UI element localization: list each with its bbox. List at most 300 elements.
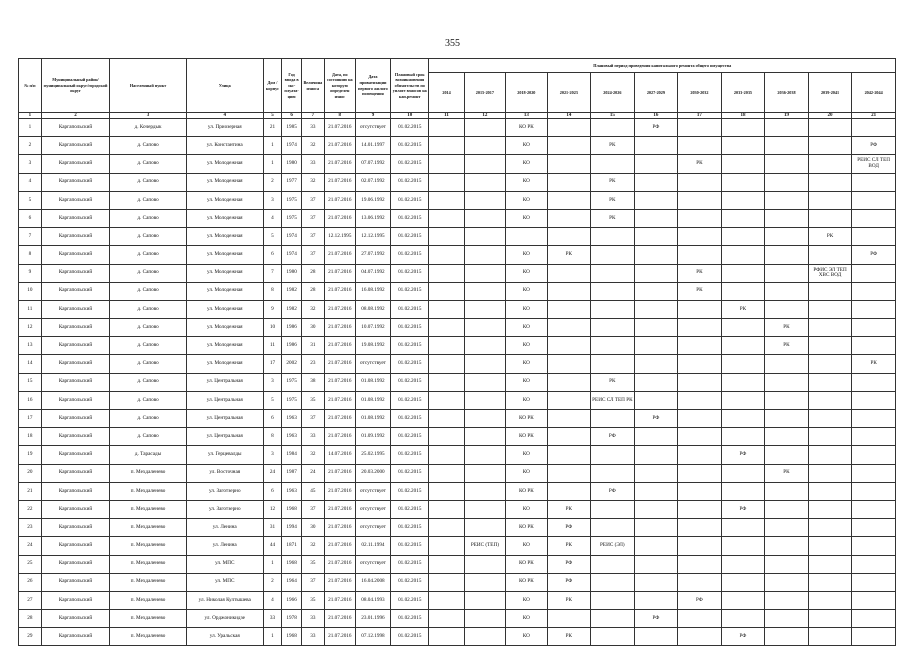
house-cell: 6 [263, 482, 282, 500]
table-row [19, 391, 896, 409]
district-cell: Каргапольский [41, 410, 109, 428]
table-row [19, 173, 896, 191]
settlement-cell: п. Мехдаленево [110, 537, 187, 555]
period-cell [429, 573, 464, 591]
year-cell: 1980 [282, 264, 302, 282]
wear-cell: 33 [301, 119, 324, 137]
year-cell: 1966 [282, 591, 302, 609]
period-cell [634, 337, 678, 355]
period-cell [634, 228, 678, 246]
wear-cell: 32 [301, 300, 324, 318]
header-period: 2021-2023 [547, 73, 591, 113]
period-cell [721, 319, 765, 337]
period-cell [721, 573, 765, 591]
period-cell: РЕИС (ТЕП) [464, 537, 505, 555]
period-cell [591, 573, 635, 591]
wear-date-cell: 21.07.2016 [324, 373, 355, 391]
row-number: 6 [19, 209, 42, 227]
period-cell [808, 173, 852, 191]
district-cell: Каргапольский [41, 355, 109, 373]
deadline-cell: 01.02.2015 [391, 500, 429, 518]
period-cell [591, 319, 635, 337]
table-row [19, 337, 896, 355]
column-number: 5 [263, 113, 282, 119]
period-cell: КО РК [506, 428, 547, 446]
row-number: 22 [19, 500, 42, 518]
wear-date-cell: 21.07.2016 [324, 191, 355, 209]
period-cell [547, 391, 591, 409]
settlement-cell: п. Мехдаленево [110, 555, 187, 573]
table-row [19, 519, 896, 537]
period-cell [547, 373, 591, 391]
period-cell [721, 537, 765, 555]
district-cell: Каргапольский [41, 500, 109, 518]
register-body [19, 119, 896, 646]
period-cell: КО РК [506, 519, 547, 537]
period-cell: РК [808, 228, 852, 246]
row-number: 28 [19, 610, 42, 628]
period-cell [852, 228, 896, 246]
period-cell: РК [678, 155, 722, 173]
period-cell [678, 610, 722, 628]
header-period: 2018-2020 [506, 73, 547, 113]
row-number: 3 [19, 155, 42, 173]
period-cell [634, 246, 678, 264]
period-cell [547, 446, 591, 464]
period-cell [678, 519, 722, 537]
period-cell: РЕИС СЛ ТЕП РК [591, 391, 635, 409]
period-cell [634, 264, 678, 282]
period-cell: РЕИС СЛ ТЕП ВОД [852, 155, 896, 173]
period-cell [721, 137, 765, 155]
house-cell: 3 [263, 191, 282, 209]
period-cell [721, 119, 765, 137]
period-cell [678, 410, 722, 428]
period-cell [721, 155, 765, 173]
period-cell: РК [721, 300, 765, 318]
year-cell: 1974 [282, 246, 302, 264]
year-cell: 1994 [282, 519, 302, 537]
row-number: 20 [19, 464, 42, 482]
deadline-cell: 01.02.2015 [391, 246, 429, 264]
period-cell: КО [506, 500, 547, 518]
privatization-cell: 01.09.1992 [355, 428, 390, 446]
period-cell: КО [506, 537, 547, 555]
period-cell [808, 519, 852, 537]
settlement-cell: п. Мехдаленево [110, 464, 187, 482]
year-cell: 1968 [282, 555, 302, 573]
deadline-cell: 01.02.2015 [391, 209, 429, 227]
house-cell: 7 [263, 264, 282, 282]
wear-cell: 30 [301, 319, 324, 337]
district-cell: Каргапольский [41, 137, 109, 155]
period-cell [464, 610, 505, 628]
period-cell [808, 337, 852, 355]
period-cell [547, 155, 591, 173]
district-cell: Каргапольский [41, 537, 109, 555]
settlement-cell: д. Сапово [110, 391, 187, 409]
period-cell [429, 537, 464, 555]
wear-date-cell: 21.07.2016 [324, 555, 355, 573]
period-cell [429, 264, 464, 282]
period-cell [808, 300, 852, 318]
period-cell [808, 591, 852, 609]
column-number: 4 [186, 113, 263, 119]
year-cell: 1974 [282, 137, 302, 155]
period-cell: РК [591, 373, 635, 391]
column-number: 3 [110, 113, 187, 119]
period-cell [429, 519, 464, 537]
period-cell [852, 519, 896, 537]
period-cell [721, 191, 765, 209]
year-cell: 2002 [282, 355, 302, 373]
wear-date-cell: 21.07.2016 [324, 282, 355, 300]
settlement-cell: п. Мехдаленево [110, 500, 187, 518]
period-cell [852, 337, 896, 355]
row-number: 10 [19, 282, 42, 300]
street-cell: ул. Орджоникидзе [186, 610, 263, 628]
district-cell: Каргапольский [41, 391, 109, 409]
period-cell [852, 373, 896, 391]
period-cell [591, 628, 635, 646]
period-cell [852, 191, 896, 209]
house-cell: 5 [263, 228, 282, 246]
year-cell: 1975 [282, 191, 302, 209]
row-number: 1 [19, 119, 42, 137]
settlement-cell: д. Сапово [110, 137, 187, 155]
period-cell [808, 610, 852, 628]
table-row [19, 555, 896, 573]
period-cell [464, 555, 505, 573]
column-number: 8 [324, 113, 355, 119]
period-cell [678, 464, 722, 482]
period-cell: РК [765, 319, 809, 337]
column-number: 21 [852, 113, 896, 119]
privatization-cell: отсутствует [355, 500, 390, 518]
period-cell [765, 373, 809, 391]
year-cell: 1977 [282, 173, 302, 191]
period-cell [852, 410, 896, 428]
wear-date-cell: 21.07.2016 [324, 264, 355, 282]
period-cell: КО [506, 355, 547, 373]
period-cell [429, 355, 464, 373]
period-cell [808, 410, 852, 428]
period-cell [852, 628, 896, 646]
wear-date-cell: 21.07.2016 [324, 482, 355, 500]
house-cell: 6 [263, 246, 282, 264]
header-wear-date: Дата, по состоянию на которую определен износ [324, 59, 355, 113]
wear-cell: 35 [301, 391, 324, 409]
period-cell [464, 119, 505, 137]
street-cell: ул. МПС [186, 555, 263, 573]
street-cell: ул. Молодежная [186, 246, 263, 264]
deadline-cell: 01.02.2015 [391, 410, 429, 428]
wear-date-cell: 14.07.2016 [324, 446, 355, 464]
privatization-cell: 25.02.1995 [355, 446, 390, 464]
period-cell [852, 391, 896, 409]
district-cell: Каргапольский [41, 482, 109, 500]
table-row [19, 573, 896, 591]
period-cell [547, 410, 591, 428]
row-number: 27 [19, 591, 42, 609]
wear-cell: 32 [301, 446, 324, 464]
period-cell [634, 391, 678, 409]
table-row [19, 628, 896, 646]
period-cell [464, 246, 505, 264]
period-cell [429, 209, 464, 227]
house-cell: 2 [263, 173, 282, 191]
street-cell: ул. Молодежная [186, 173, 263, 191]
period-cell [634, 555, 678, 573]
district-cell: Каргапольский [41, 191, 109, 209]
street-cell: ул. Центральная [186, 391, 263, 409]
house-cell: 1 [263, 555, 282, 573]
header-district: Муниципальный район/ муниципальный округ/городской округ [41, 59, 109, 113]
period-cell [634, 446, 678, 464]
deadline-cell: 01.02.2015 [391, 446, 429, 464]
house-cell: 8 [263, 282, 282, 300]
district-cell: Каргапольский [41, 282, 109, 300]
period-cell: РК [678, 264, 722, 282]
wear-cell: 30 [301, 519, 324, 537]
wear-date-cell: 21.07.2016 [324, 173, 355, 191]
year-cell: 1975 [282, 373, 302, 391]
page-number: 355 [445, 38, 460, 49]
period-cell [634, 519, 678, 537]
street-cell: ул. Молодежная [186, 155, 263, 173]
deadline-cell: 01.02.2015 [391, 155, 429, 173]
period-cell: РК [591, 209, 635, 227]
house-cell: 17 [263, 355, 282, 373]
period-cell [591, 610, 635, 628]
period-cell: РК [547, 246, 591, 264]
street-cell: ул. Центральная [186, 373, 263, 391]
house-cell: 24 [263, 464, 282, 482]
wear-cell: 35 [301, 591, 324, 609]
house-cell: 1 [263, 155, 282, 173]
period-cell [547, 464, 591, 482]
period-cell: КО [506, 464, 547, 482]
period-cell [429, 610, 464, 628]
privatization-cell: 08.04.1993 [355, 591, 390, 609]
year-cell: 1975 [282, 391, 302, 409]
deadline-cell: 01.02.2015 [391, 137, 429, 155]
header-year: Год ввода в экс-плуата-цию [282, 59, 302, 113]
wear-date-cell: 21.07.2016 [324, 209, 355, 227]
period-cell [852, 591, 896, 609]
period-cell [429, 555, 464, 573]
period-cell [678, 319, 722, 337]
settlement-cell: п. Мехдаленево [110, 482, 187, 500]
period-cell [765, 628, 809, 646]
period-cell: РК [591, 137, 635, 155]
period-cell: РФ [547, 555, 591, 573]
period-cell [678, 428, 722, 446]
column-number: 14 [547, 113, 591, 119]
period-cell: КО [506, 610, 547, 628]
wear-date-cell: 12.12.1995 [324, 228, 355, 246]
privatization-cell: отсутствует [355, 355, 390, 373]
period-cell [634, 464, 678, 482]
period-cell [547, 428, 591, 446]
period-cell [591, 500, 635, 518]
deadline-cell: 01.02.2015 [391, 628, 429, 646]
privatization-cell: 27.07.1992 [355, 246, 390, 264]
settlement-cell: п. Мехдаленево [110, 610, 187, 628]
period-cell [429, 119, 464, 137]
table-row [19, 246, 896, 264]
privatization-cell: 19.08.1992 [355, 337, 390, 355]
column-number: 2 [41, 113, 109, 119]
settlement-cell: д. Сапово [110, 173, 187, 191]
period-cell [464, 373, 505, 391]
column-number: 7 [301, 113, 324, 119]
table-row [19, 428, 896, 446]
privatization-cell: 14.01.1997 [355, 137, 390, 155]
header-privatization: Дата приватизации первого жилого помещения [355, 59, 390, 113]
wear-date-cell: 21.07.2016 [324, 300, 355, 318]
period-cell [678, 391, 722, 409]
period-cell [429, 173, 464, 191]
period-cell [765, 173, 809, 191]
table-row [19, 500, 896, 518]
privatization-cell: 10.07.1992 [355, 319, 390, 337]
district-cell: Каргапольский [41, 591, 109, 609]
period-cell [852, 537, 896, 555]
period-cell: КО [506, 173, 547, 191]
wear-date-cell: 21.07.2016 [324, 464, 355, 482]
period-cell [765, 246, 809, 264]
district-cell: Каргапольский [41, 373, 109, 391]
period-cell [765, 519, 809, 537]
privatization-cell: 01.08.1992 [355, 373, 390, 391]
street-cell: ул. Заготзерно [186, 500, 263, 518]
settlement-cell: д. Сапово [110, 228, 187, 246]
period-cell [634, 137, 678, 155]
period-cell [547, 319, 591, 337]
table-row [19, 319, 896, 337]
period-cell [634, 282, 678, 300]
period-cell [429, 628, 464, 646]
table-row [19, 355, 896, 373]
deadline-cell: 01.02.2015 [391, 264, 429, 282]
period-cell [808, 482, 852, 500]
row-number: 9 [19, 264, 42, 282]
period-cell [547, 191, 591, 209]
district-cell: Каргапольский [41, 519, 109, 537]
period-cell [678, 173, 722, 191]
table-row [19, 591, 896, 609]
period-cell [464, 628, 505, 646]
period-cell: КО РК [506, 410, 547, 428]
period-cell [852, 282, 896, 300]
period-cell [429, 300, 464, 318]
period-cell [591, 119, 635, 137]
settlement-cell: д. Сапово [110, 300, 187, 318]
house-cell: 10 [263, 319, 282, 337]
settlement-cell: д. Сапово [110, 246, 187, 264]
period-cell [591, 155, 635, 173]
wear-date-cell: 21.07.2016 [324, 500, 355, 518]
year-cell: 1978 [282, 610, 302, 628]
header-period: 2036-2038 [765, 73, 809, 113]
street-cell: ул. Заготзерно [186, 482, 263, 500]
table-row [19, 537, 896, 555]
deadline-cell: 01.02.2015 [391, 610, 429, 628]
deadline-cell: 01.02.2015 [391, 337, 429, 355]
year-cell: 1982 [282, 282, 302, 300]
period-cell [634, 428, 678, 446]
district-cell: Каргапольский [41, 228, 109, 246]
header-deadline: Плановый срок возникновения обязательств по уплате взносов на кап.ремонт [391, 59, 429, 113]
row-number: 21 [19, 482, 42, 500]
settlement-cell: д. Сапово [110, 410, 187, 428]
period-cell [591, 464, 635, 482]
period-cell [765, 228, 809, 246]
period-cell: КО [506, 246, 547, 264]
period-cell [678, 555, 722, 573]
privatization-cell: 02.11.1994 [355, 537, 390, 555]
period-cell: РК [547, 500, 591, 518]
period-cell: РФ [591, 482, 635, 500]
row-number: 4 [19, 173, 42, 191]
row-number: 18 [19, 428, 42, 446]
row-number: 12 [19, 319, 42, 337]
period-cell [808, 464, 852, 482]
period-cell [547, 482, 591, 500]
period-cell [765, 446, 809, 464]
period-cell [765, 482, 809, 500]
settlement-cell: п. Мехдаленево [110, 519, 187, 537]
period-cell [464, 355, 505, 373]
year-cell: 1986 [282, 337, 302, 355]
period-cell [547, 282, 591, 300]
year-cell: 1974 [282, 228, 302, 246]
street-cell: ул. Молодежная [186, 191, 263, 209]
table-row [19, 282, 896, 300]
wear-cell: 31 [301, 337, 324, 355]
year-cell: 1986 [282, 319, 302, 337]
header-period: 2024-2026 [591, 73, 635, 113]
period-cell [429, 337, 464, 355]
district-cell: Каргапольский [41, 628, 109, 646]
period-cell [808, 319, 852, 337]
wear-date-cell: 21.07.2016 [324, 155, 355, 173]
period-cell [634, 173, 678, 191]
wear-cell: 37 [301, 228, 324, 246]
column-number: 17 [678, 113, 722, 119]
table-row [19, 410, 896, 428]
period-cell [591, 337, 635, 355]
wear-date-cell: 21.07.2016 [324, 428, 355, 446]
period-cell [547, 610, 591, 628]
period-cell: КО [506, 391, 547, 409]
header-period: 2039-2041 [808, 73, 852, 113]
period-cell: РК [591, 173, 635, 191]
period-cell: РК [765, 337, 809, 355]
period-cell [464, 228, 505, 246]
house-cell: 31 [263, 519, 282, 537]
deadline-cell: 01.02.2015 [391, 191, 429, 209]
period-cell [765, 300, 809, 318]
period-cell [765, 537, 809, 555]
period-cell [721, 591, 765, 609]
settlement-cell: д. Сапово [110, 319, 187, 337]
district-cell: Каргапольский [41, 209, 109, 227]
privatization-cell: 20.03.2000 [355, 464, 390, 482]
period-cell [678, 137, 722, 155]
period-cell: КО [506, 191, 547, 209]
